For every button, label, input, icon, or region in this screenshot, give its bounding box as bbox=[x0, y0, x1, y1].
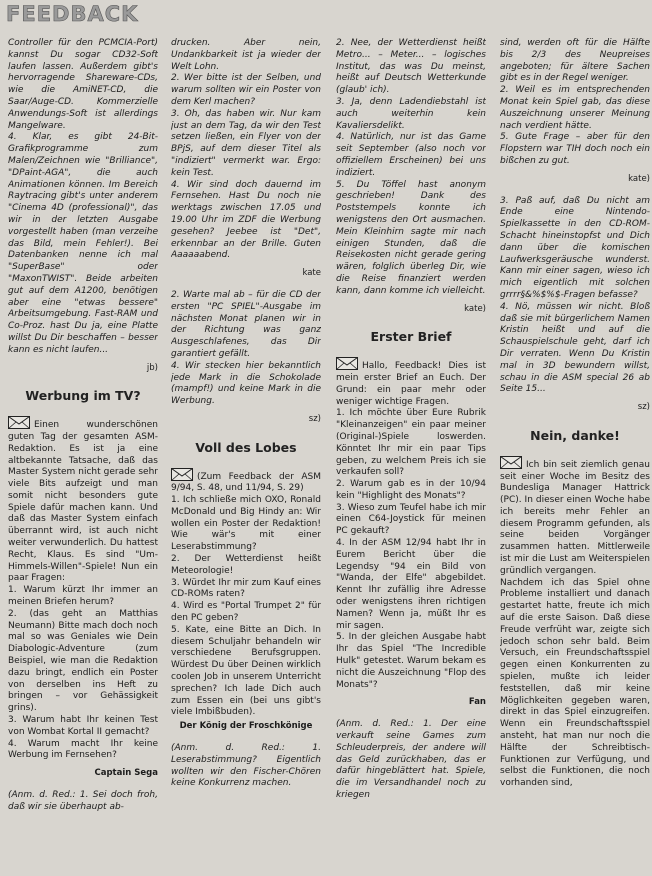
paragraph: Controller für den PCMCIA-Port) kannst Du sogar CD32-Soft laufen lassen. Außerdem gibt's hervorragende Shareware-CDs, wie die AmiNET-CD, die Saar/Auge-CD. Kommerzielle Anwendungs-Soft ist allerdings Mangelware. bbox=[8, 38, 158, 131]
paragraph: 1. Warum kürzt Ihr immer an meinen Briefen herum? bbox=[8, 585, 158, 608]
letter-headline: Werbung im TV? bbox=[25, 388, 141, 404]
paragraph: 2. Der Wetterdienst heißt Meteorologie! bbox=[171, 554, 321, 576]
paragraph: 2. Warte mal ab – für die CD der ersten "PC SPIEL"-Ausgabe im nächsten Monat planen wir in der Richtung was ganz Ausgeschlafenes, das Dir garantiert gefällt. bbox=[171, 289, 321, 359]
paragraph: Nachdem ich das Spiel ohne Probleme installiert und danach gestartet hatte, freute ich mich auf die erste Saison. Daß diese Freude verfrüht war, zeigte sich jedoch schon sehr bald. Beim Versuch, ein Freundschaftsspiel gegen einen Konkurrenten zu spielen, mußte ich leider feststellen, daß mir keine Möglichkeiten gegeben waren, direkt in das Spiel einzugreifen. Wenn ein Freundschaftsspiel ansteht, hat man nur noch die Hälfte der Schreibtisch-Funktionen zur Verfügung, und selbst die Funktionen, die noch vorhanden sind, bbox=[500, 577, 650, 789]
column-3 bbox=[336, 38, 486, 874]
paragraph: 5. Du Töffel hast anonym geschrieben! Dank des Poststempels konnte ich wenigstens den Ort ausmachen. Mein Kleinhirn sagte mir nach einigen Stunden, daß die Reisekosten nicht gerade gering wären, folglich überleg Dir, wie die Reise finanziert werden kann, dann komme ich vielleicht. bbox=[336, 179, 486, 296]
envelope-icon bbox=[500, 456, 522, 469]
paragraph: 5. In der gleichen Ausgabe habt Ihr das Spiel "The Incredible Hulk" getestet. Warum bekam es nicht die Auszeichnung "Flop des Monats"? bbox=[336, 632, 486, 690]
signature: jb) bbox=[146, 362, 158, 373]
paragraph: 2. Warum gab es in der 10/94 kein "Highlight des Monats"? bbox=[336, 479, 486, 501]
paragraph: 3. Wieso zum Teufel habe ich mir einen C64-Joystick für meinen PC gekauft? bbox=[336, 502, 486, 537]
paragraph: 4. Wir sind doch dauernd im Fernsehen. Hast Du noch nie werktags zwischen 17.05 und 19.00 Uhr im ZDF die Werbung gesehen? Jeebee ist "Det", erkennbar an der Brille. Guten Aaaaaabend. bbox=[171, 179, 321, 261]
signature: kate bbox=[302, 268, 321, 279]
paragraph: 2. Nee, der Wetterdienst heißt Metro... – Meter... – logisches Institut, das was Du meinst, heißt auf Deutsch Wetterkunde (glaub' ich). bbox=[336, 38, 486, 96]
paragraph: 5. Gute Frage – aber für den Flopstern war TIH doch noch ein bißchen zu gut. bbox=[500, 132, 650, 166]
paragraph: (Anm. d. Red.: 1. Der eine verkauft seine Games zum Schleuderpreis, der andere will das Geld zurückhaben, das er dafür hingeblättert hat. Spiele, die im Versandhandel noch zu kriegen bbox=[336, 719, 486, 801]
paragraph: (Anm. d. Red.: 1. Leserabstimmung? Eigentlich wollten wir den Fischer-Chören keine Konkurrenz machen. bbox=[171, 743, 321, 789]
signature: kate) bbox=[628, 173, 650, 184]
letter-paragraph: Einen wunderschönen guten Tag der gesamten ASM-Redaktion. Es ist ja eine altbekannte Tatsache, daß das Master System nicht gerade sehr viele Bits aufzeigt und man somit nicht besonders gute Spiele dafür machen kann. Und daß das Master System einfach überrannt wird, ist auch nicht weiter verwunderlich. Du hattest Recht, Klaus. Es sind "Um-Himmels-Willen"-Spiele! Nun ein paar Fragen: bbox=[8, 416, 158, 585]
letter-headline: Voll des Lobes bbox=[195, 439, 297, 455]
paragraph: 2. (das geht an Matthias Neumann) Bitte mach doch noch mal so was Geniales wie Dein Diabologic-Adventure (zum Beispiel, wie man die Redaktion dazu bringt, endlich ein Poster von derselben ins Heft zu bringen – vor Gehässigkeit grins). bbox=[8, 608, 158, 714]
signature: Captain Sega bbox=[94, 768, 158, 779]
paragraph: 1. Ich schließe mich OXO, Ronald McDonald und Big Hindy an: Wir wollen ein Poster der Redaktion! Wie wär's mit einer Leserabstimmung? bbox=[171, 495, 321, 553]
paragraph: 3. Ja, denn Ladendiebstahl ist auch weiterhin kein Kavaliersdelikt. bbox=[336, 96, 486, 131]
paragraph: 1. Ich möchte über Eure Rubrik "Kleinanzeigen" ein paar meiner (Original-)Spiele loswerden. Könntet Ihr mir ein paar Tips geben, zu welchem Preis ich sie verkaufen soll? bbox=[336, 408, 486, 478]
signature: sz) bbox=[308, 413, 321, 424]
section-header: FEEDBACK bbox=[6, 2, 139, 26]
paragraph: 4. Klar, es gibt 24-Bit-Grafikprogramme zum Malen/Zeichnen wie "Brilliance", "DPaint-AGA", die auch Animationen können. Im Bereich Raytracing gibt's unter anderem "Cinema 4D (professional)", das wir in der letzten Ausgabe vorgestellt haben (man verzeihe das Bild, mein Fehler!). Bei Datenbanken nenne ich mal "SuperBase" oder "MaxonTWIST". Beide arbeiten gut auf dem A1200, benötigen aber eine "etwas bessere" Arbeitsumgebung. Fast-RAM und Co-Proz. hast Du ja, eine Platte willst Du Dir beschaffen – besser kann es nicht laufen... bbox=[8, 132, 158, 355]
paragraph: 4. Wir stecken hier bekanntlich jede Mark in die Schokolade (mampf!) und keine Mark in die Werbung. bbox=[171, 360, 321, 407]
letter-headline: Erster Brief bbox=[370, 329, 452, 345]
letter-paragraph: Ich bin seit ziemlich genau seit einer Woche im Besitz des Bundesliga Manager Hattrick (PC). In dieser einen Woche habe ich bereits mehr Fehler an diesem Programm gefunden, als seine beiden Vorgänger zusammen hatten. Mittlerweile ist mir die Lust am Weiterspielen gründlich vergangen. bbox=[500, 456, 650, 578]
paragraph: 5. Kate, eine Bitte an Dich. In diesem Schuljahr behandeln wir verschiedene Berufsgruppen. Würdest Du über Deinen wirklich coolen Job in unserem Unterricht sprechen? Ich lade Dich auch zum Essen ein (bei uns gibt's viele Imbißbuden). bbox=[171, 624, 321, 718]
column-4 bbox=[500, 38, 650, 874]
signature: Der König der Froschkönige bbox=[179, 721, 313, 732]
paragraph: drucken. Aber nein, Undankbarkeit ist ja wieder der Welt Lohn. bbox=[171, 38, 321, 72]
envelope-icon bbox=[8, 416, 30, 429]
letter-paragraph: (Zum Feedback der ASM 9/94, S. 48, und 11/94, S. 29) bbox=[171, 468, 321, 496]
envelope-icon bbox=[171, 468, 193, 481]
paragraph: 3. Paß auf, daß Du nicht am Ende eine Nintendo-Spielkassette in den CD-ROM-Schacht hineinstopfst und Dich dann über die komischen Laufwerksgeräusche wunderst. Kann mir einer sagen, wieso ich mich eigentlich mit solchen grrrr§&%$%$-Fragen befasse? bbox=[500, 195, 650, 300]
paragraph: 2. Wer bitte ist der Selben, und warum sollten wir ein Poster von dem Kerl machen? bbox=[171, 73, 321, 107]
signature: kate) bbox=[464, 303, 486, 314]
column-2 bbox=[171, 38, 321, 874]
paragraph: 2. Weil es im entsprechenden Monat kein Spiel gab, das diese Auszeichnung unserer Meinung nach verdient hätte. bbox=[500, 85, 650, 131]
paragraph: 4. In der ASM 12/94 habt Ihr in Eurem Bericht über die Legendsy "94 ein Bild von "Wanda, der Elfe" abgebildet. Kennt Ihr zufällig ihre Adresse oder wenigstens ihren richtigen Namen? Wenn ja, müßt Ihr es mir sagen. bbox=[336, 538, 486, 631]
paragraph: 3. Warum habt Ihr keinen Test von Wombat Kortal II gemacht? bbox=[8, 715, 158, 737]
paragraph: 3. Oh, das haben wir. Nur kam just an dem Tag, da wir den Test setzen ließen, ein Flyer von der BPjS, auf dem dieser Titel als "indiziert" vermerkt war. Ergo: kein Test. bbox=[171, 108, 321, 178]
letter-headline: Nein, danke! bbox=[530, 427, 620, 443]
envelope-icon bbox=[336, 357, 358, 370]
paragraph: 4. Warum macht Ihr keine Werbung im Fernsehen? bbox=[8, 738, 158, 761]
signature: sz) bbox=[637, 402, 650, 413]
signature: Fan bbox=[468, 697, 486, 708]
letter-paragraph: Hallo, Feedback! Dies ist mein erster Brief an Euch. Der Grund: ein paar mehr oder weniger wichtige Fragen. bbox=[336, 357, 486, 408]
paragraph: 3. Würdet Ihr mir zum Kauf eines CD-ROMs raten? bbox=[171, 577, 321, 600]
paragraph: sind, werden oft für die Hälfte bis 2/3 des Neupreises angeboten; für ältere Sachen gibt es in der Regel weniger. bbox=[500, 38, 650, 84]
column-1 bbox=[8, 38, 158, 874]
paragraph: 4. Nö, müssen wir nicht. Bloß daß sie mit bürgerlichem Namen Kristin heißt und auf die Schauspielschule geht, darf ich Dir verraten. Wenn Du Kristin mal in 3D bewundern willst, schau in die ASM special 26 ab Seite 15... bbox=[500, 301, 650, 395]
paragraph: 4. Natürlich, nur ist das Game seit September (also noch vor offiziellem Erscheinen) bei uns indiziert. bbox=[336, 132, 486, 178]
paragraph: 4. Wird es "Portal Trumpet 2" für den PC geben? bbox=[171, 601, 321, 624]
paragraph: (Anm. d. Red.: 1. Sei doch froh, daß wir sie überhaupt ab- bbox=[8, 790, 158, 812]
